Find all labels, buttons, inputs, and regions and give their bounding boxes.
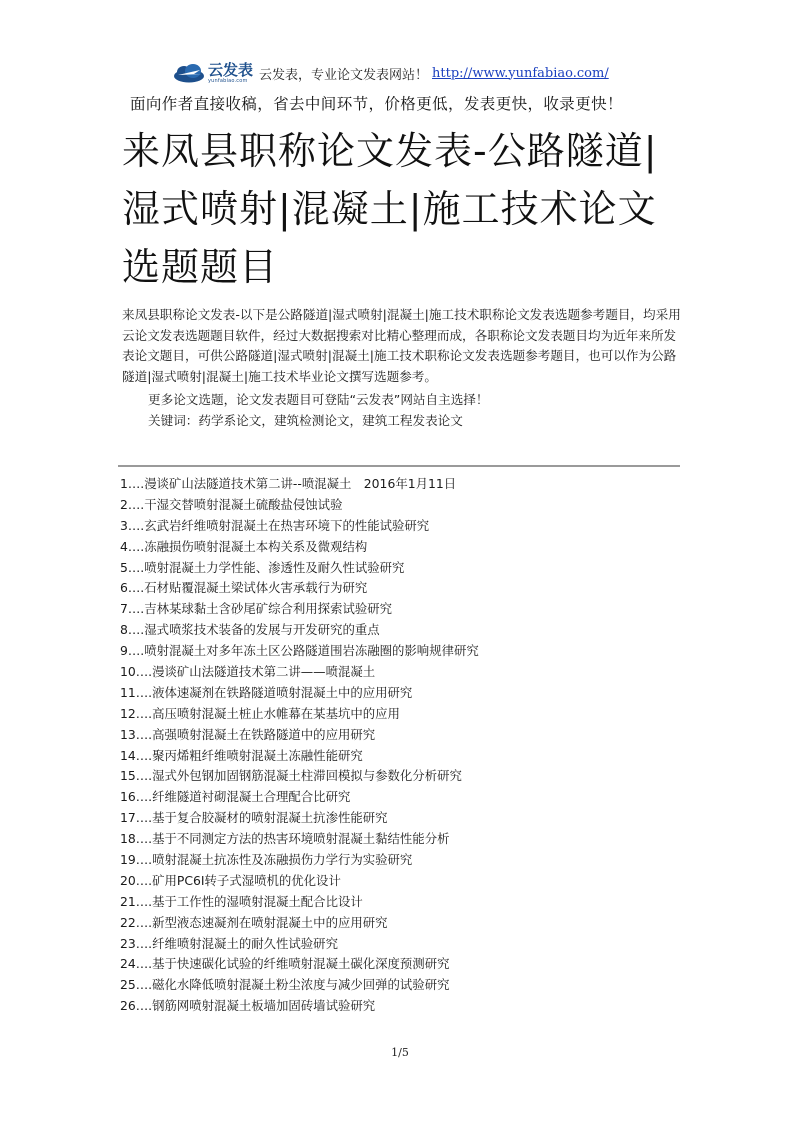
topic-item: 17….基于复合胶凝材的喷射混凝土抗渗性能研究 xyxy=(120,810,388,826)
topic-item: 23….纤维喷射混凝土的耐久性试验研究 xyxy=(120,935,338,951)
topic-item: 6….石材贴覆混凝土梁试体火害承载行为研究 xyxy=(120,580,368,596)
topic-item: 26….钢筋网喷射混凝土板墙加固砖墙试验研究 xyxy=(120,998,376,1014)
topic-item: 25….磁化水降低喷射混凝土粉尘浓度与减少回弹的试验研究 xyxy=(120,977,450,993)
site-logo[interactable] xyxy=(172,62,253,84)
more-topics-text: 更多论文选题，论文发表题目可登陆“云发表”网站自主选择！ xyxy=(148,392,489,407)
topic-item: 4….冻融损伤喷射混凝土本构关系及微观结构 xyxy=(120,538,368,554)
keywords-text: 关键词：药学系论文，建筑检测论文，建筑工程发表论文 xyxy=(148,413,463,428)
topic-item: 13….高强喷射混凝土在铁路隧道中的应用研究 xyxy=(120,726,376,742)
topic-item: 10….漫谈矿山法隧道技术第二讲——喷混凝土 xyxy=(120,664,376,680)
topic-item: 21….基于工作性的湿喷射混凝土配合比设计 xyxy=(120,893,363,909)
topic-item: 15….湿式外包钢加固钢筋混凝土柱滞回模拟与参数化分析研究 xyxy=(120,768,462,784)
topic-item: 18….基于不同测定方法的热害环境喷射混凝土黏结性能分析 xyxy=(120,831,450,847)
topic-item: 5….喷射混凝土力学性能、渗透性及耐久性试验研究 xyxy=(120,559,405,575)
header-line xyxy=(172,58,609,88)
topic-item: 8….湿式喷浆技术装备的发展与开发研究的重点 xyxy=(120,622,380,638)
topic-item: 16….纤维隧道衬砌混凝土合理配合比研究 xyxy=(120,789,351,805)
cloud-plane-icon xyxy=(172,62,206,84)
topic-item: 3….玄武岩纤维喷射混凝土在热害环境下的性能试验研究 xyxy=(120,517,430,533)
topic-item: 19….喷射混凝土抗冻性及冻融损伤力学行为实验研究 xyxy=(120,852,413,868)
topic-item: 9….喷射混凝土对多年冻土区公路隧道围岩冻融圈的影响规律研究 xyxy=(120,643,479,659)
site-url-link[interactable]: http://www.yunfabiao.com/ xyxy=(432,65,609,81)
topic-item: 14….聚丙烯粗纤维喷射混凝土冻融性能研究 xyxy=(120,747,363,763)
topic-item: 20….矿用PC6Ⅰ转子式湿喷机的优化设计 xyxy=(120,872,341,888)
topic-item: 12….高压喷射混凝土桩止水帷幕在某基坑中的应用 xyxy=(120,705,400,721)
topic-item: 2….干湿交替喷射混凝土硫酸盐侵蚀试验 xyxy=(120,496,343,512)
topic-item: 24….基于快速碳化试验的纤维喷射混凝土碳化深度预测研究 xyxy=(120,956,450,972)
topic-item: 11….液体速凝剂在铁路隧道喷射混凝土中的应用研究 xyxy=(120,684,413,700)
intro-paragraph: 来凤县职称论文发表-以下是公路隧道|湿式喷射|混凝土|施工技术职称论文发表选题参考题目，均采用云论文发表选题题目软件，经过大数据搜索对比精心整理而成，各职称论文发表题目均为近年来所发表论文题目，可供公路隧道|湿式喷射|混凝土|施工技术职称论文发表选题参考题目，也可以作为公路隧道|湿式喷射|混凝土|施工技术毕业论文撰写选题参考。 xyxy=(122,307,681,384)
header-tagline: 云发表，专业论文发表网站！ xyxy=(259,67,429,83)
page-number: 1/5 xyxy=(391,1046,409,1059)
topic-list xyxy=(120,474,680,1017)
topic-item: 22….新型液态速凝剂在喷射混凝土中的应用研究 xyxy=(120,914,388,930)
header-slogan: 面向作者直接收稿，省去中间环节，价格更低，发表更快，收录更快！ xyxy=(130,95,623,113)
logo-domain: yunfabiao.com xyxy=(208,78,248,84)
topic-item: 1….漫谈矿山法隧道技术第二讲--喷混凝土 2016年1月11日 xyxy=(120,476,457,491)
logo-name: 云发表 xyxy=(208,61,254,79)
section-divider xyxy=(118,465,680,467)
topic-item: 7….吉林某球黏土含砂尾矿综合利用探索试验研究 xyxy=(120,601,393,617)
page-title: 来凤县职称论文发表-公路隧道|湿式喷射|混凝土|施工技术论文选题题目 xyxy=(122,129,658,289)
